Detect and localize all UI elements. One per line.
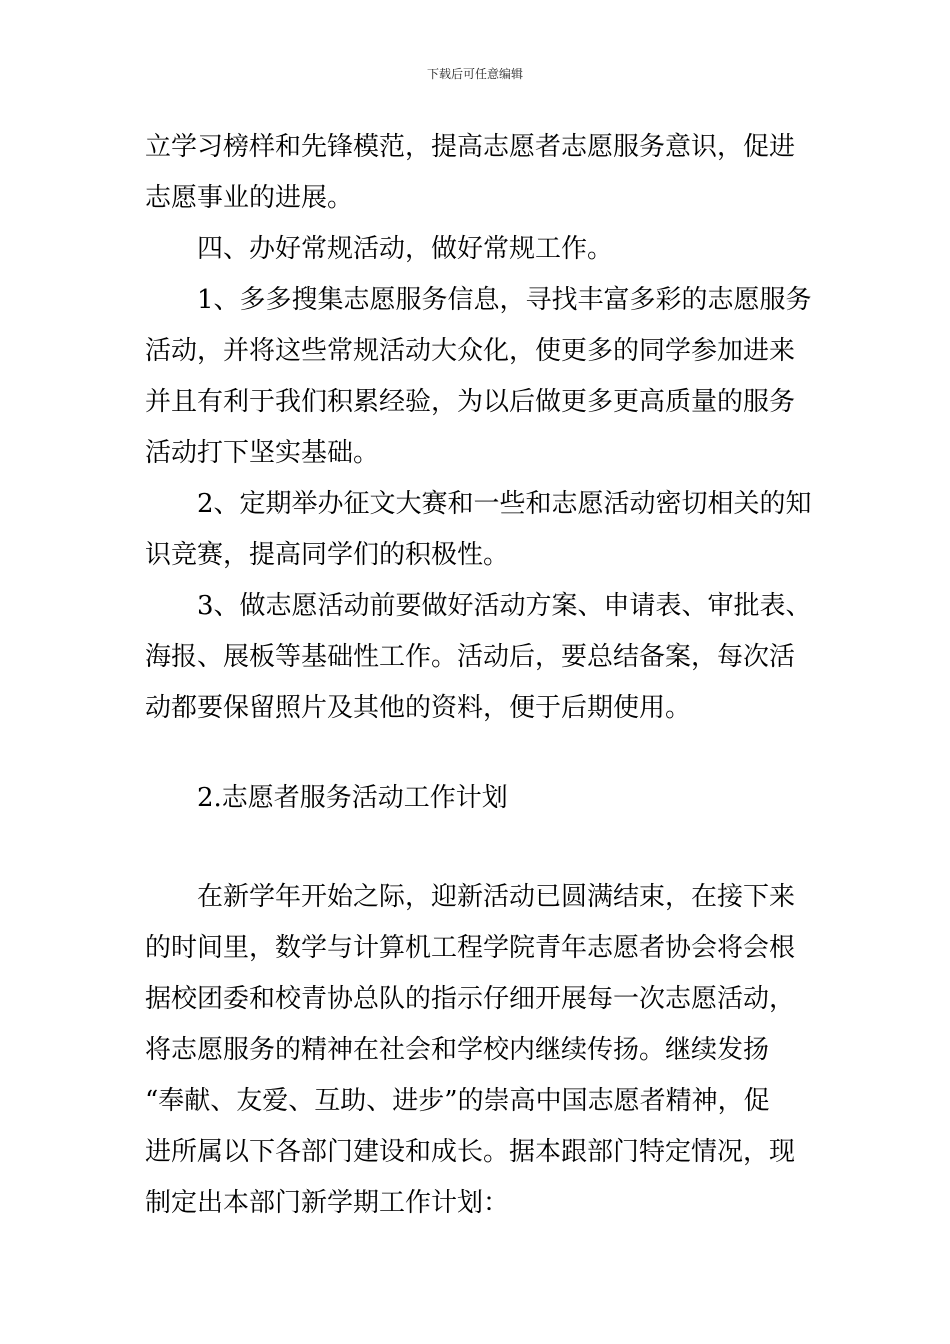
paragraph-line: 志愿事业的进展。	[145, 183, 354, 213]
paragraph-line: “奉献、友爱、互助、进步”的崇高中国志愿者精神，促	[145, 1086, 770, 1116]
section-title: 2.志愿者服务活动工作计划	[197, 783, 508, 813]
paragraph-line: 在新学年开始之际，迎新活动已圆满结束，在接下来	[197, 882, 796, 912]
paragraph-line: 活动打下坚实基础。	[145, 438, 380, 468]
paragraph-line: 动都要保留照片及其他的资料，便于后期使用。	[145, 693, 692, 723]
paragraph-line: 1、多多搜集志愿服务信息，寻找丰富多彩的志愿服务	[197, 285, 812, 315]
paragraph-line: 识竞赛，提高同学们的积极性。	[145, 540, 510, 570]
paragraph-line: 并且有利于我们积累经验，为以后做更多更高质量的服务	[145, 387, 796, 417]
paragraph-line: 据校团委和校青协总队的指示仔细开展每一次志愿活动，	[145, 984, 796, 1014]
paragraph-line: 进所属以下各部门建设和成长。据本跟部门特定情况，现	[145, 1137, 796, 1167]
paragraph-line: 立学习榜样和先锋模范，提高志愿者志愿服务意识，促进	[145, 132, 796, 162]
header-note: 下载后可任意编辑	[426, 67, 523, 81]
paragraph-line: 海报、展板等基础性工作。活动后，要总结备案，每次活	[145, 642, 796, 672]
paragraph-line: 活动，并将这些常规活动大众化，使更多的同学参加进来	[145, 336, 796, 366]
paragraph-line: 制定出本部门新学期工作计划：	[145, 1188, 510, 1218]
paragraph-line: 3、做志愿活动前要做好活动方案、申请表、审批表、	[197, 591, 812, 621]
paragraph-line: 将志愿服务的精神在社会和学校内继续传扬。继续发扬	[145, 1035, 770, 1065]
paragraph-line: 的时间里，数学与计算机工程学院青年志愿者协会将会根	[145, 933, 796, 963]
section-heading: 四、办好常规活动，做好常规工作。	[197, 234, 614, 264]
paragraph-line: 2、定期举办征文大赛和一些和志愿活动密切相关的知	[197, 489, 812, 519]
